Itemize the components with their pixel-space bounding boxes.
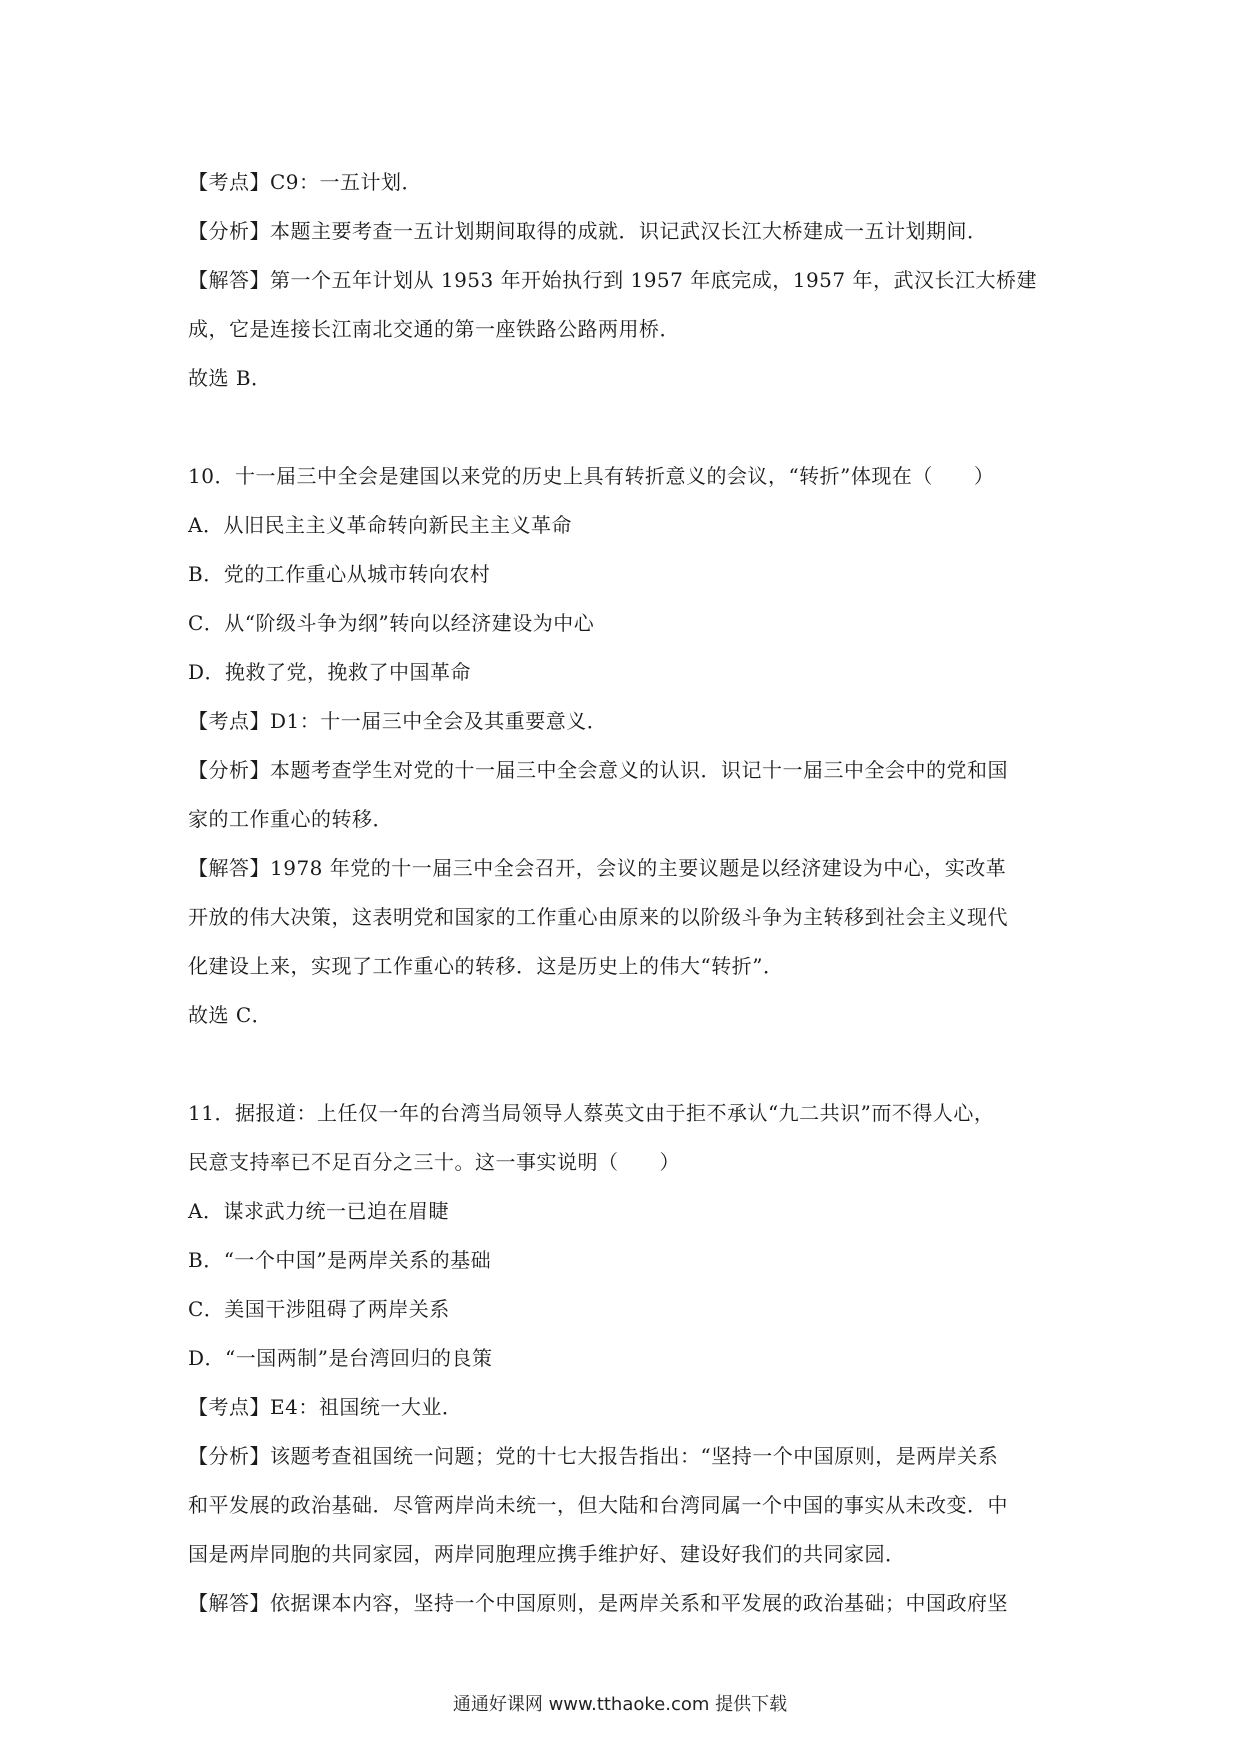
text-line: 【分析】本题主要考查一五计划期间取得的成就．识记武汉长江大桥建成一五计划期间．: [188, 219, 988, 243]
text-line: D．“一国两制”是台湾回归的良策: [188, 1346, 493, 1370]
text-line: 民意支持率已不足百分之三十。这一事实说明（ ）: [188, 1150, 680, 1174]
page-footer: 通通好课网 www.tthaoke.com 提供下载: [452, 1694, 788, 1715]
text-line: 【分析】该题考查祖国统一问题；党的十七大报告指出：“坚持一个中国原则，是两岸关系: [188, 1444, 999, 1468]
text-line: 成，它是连接长江南北交通的第一座铁路公路两用桥．: [188, 317, 680, 341]
text-line: 国是两岸同胞的共同家园，两岸同胞理应携手维护好、建设好我们的共同家园．: [188, 1542, 906, 1566]
text-line: A．从旧民主主义革命转向新民主主义革命: [188, 513, 572, 537]
text-line: 【考点】D1：十一届三中全会及其重要意义．: [188, 709, 608, 733]
question-block: [188, 1089, 1058, 1628]
text-line: B．党的工作重心从城市转向农村: [188, 562, 491, 586]
text-line: C．美国干涉阻碍了两岸关系: [188, 1297, 450, 1321]
text-line: B．“一个中国”是两岸关系的基础: [188, 1248, 492, 1272]
text-line: A．谋求武力统一已迫在眉睫: [188, 1199, 449, 1223]
text-line: 【考点】E4：祖国统一大业．: [188, 1395, 463, 1419]
text-line: 【分析】本题考查学生对党的十一届三中全会意义的认识．识记十一届三中全会中的党和国: [188, 758, 1008, 782]
document-body: [188, 158, 1058, 1628]
text-line: 11．据报道：上任仅一年的台湾当局领导人蔡英文由于拒不承认“九二共识”而不得人心，: [188, 1101, 995, 1125]
text-line: 故选 B．: [188, 366, 272, 390]
text-line: 【解答】第一个五年计划从 1953 年开始执行到 1957 年底完成，1957 年，武汉长江大桥建: [188, 268, 1037, 292]
text-line: 和平发展的政治基础．尽管两岸尚未统一，但大陆和台湾同属一个中国的事实从未改变．中: [188, 1493, 1008, 1517]
text-line: C．从“阶级斗争为纲”转向以经济建设为中心: [188, 611, 595, 635]
text-line: D．挽救了党，挽救了中国革命: [188, 660, 472, 684]
text-line: 10．十一届三中全会是建国以来党的历史上具有转折意义的会议，“转折”体现在（ ）: [188, 464, 995, 488]
text-line: 化建设上来，实现了工作重心的转移．这是历史上的伟大“转折”．: [188, 954, 784, 978]
text-line: 【考点】C9：一五计划．: [188, 170, 423, 194]
text-line: 故选 C．: [188, 1003, 273, 1027]
text-line: 开放的伟大决策，这表明党和国家的工作重心由原来的以阶级斗争为主转移到社会主义现代: [188, 905, 1008, 929]
text-line: 【解答】1978 年党的十一届三中全会召开，会议的主要议题是以经济建设为中心，实改革: [188, 856, 1007, 880]
text-line: 【解答】依据课本内容，坚持一个中国原则，是两岸关系和平发展的政治基础；中国政府坚: [188, 1591, 1008, 1615]
block-gap: [188, 1040, 1058, 1089]
question-block: [188, 452, 1058, 1040]
question-block: [188, 158, 1058, 403]
block-gap: [188, 403, 1058, 452]
text-line: 家的工作重心的转移．: [188, 807, 393, 831]
